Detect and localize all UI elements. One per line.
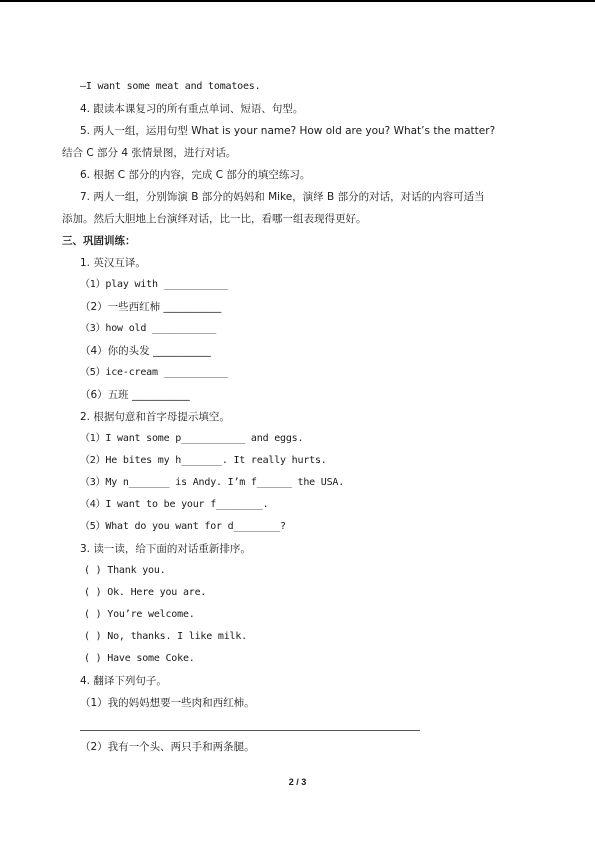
ex2-item-4: （4）I want to be your f________. (80, 499, 269, 510)
ex2-item-3: （3）My n_______ is Andy. I’m f______ the USA. (80, 477, 345, 488)
ex2-item-2: （2）He bites my h_______. It really hurts. (80, 455, 327, 466)
ex3-item-5: ( ) Have some Coke. (84, 653, 195, 664)
ex1-item-2: （2）一些西红柿 ___________ (80, 301, 222, 313)
step-5-cont: 结合 C 部分 4 张情景图，进行对话。 (62, 147, 237, 159)
exercise-3-title: 3. 读一读，给下面的对话重新排序。 (80, 543, 251, 555)
ex4-item-1: （1）我的妈妈想要一些肉和西红柿。 (80, 697, 255, 709)
ex1-item-3: （3）how old ___________ (80, 323, 217, 334)
answer-line (80, 730, 420, 731)
step-7: 7. 两人一组，分别饰演 B 部分的妈妈和 Mike，演绎 B 部分的对话，对话的内容可适当 (80, 191, 485, 203)
ex3-item-4: ( ) No, thanks. I like milk. (84, 631, 247, 642)
exercise-4-title: 4. 翻译下列句子。 (80, 675, 167, 687)
exercise-1-title: 1. 英汉互译。 (80, 257, 146, 269)
ex3-item-2: ( ) Ok. Here you are. (84, 587, 207, 598)
exercise-2-title: 2. 根据句意和首字母提示填空。 (80, 411, 230, 423)
ex1-item-6: （6）五班 ___________ (80, 389, 190, 401)
page-number: 2 / 3 (288, 777, 307, 787)
step-7-cont: 添加。然后大胆地上台演绎对话，比一比，看哪一组表现得更好。 (62, 213, 367, 225)
ex1-item-4: （4）你的头发 ___________ (80, 345, 211, 357)
ex2-item-1: （1）I want some p___________ and eggs. (80, 433, 304, 444)
ex4-item-2: （2）我有一个头、两只手和两条腿。 (80, 741, 255, 753)
ex1-item-5: （5）ice-cream ___________ (80, 367, 228, 378)
step-4: 4. 跟读本课复习的所有重点单词、短语、句型。 (80, 103, 304, 115)
ex2-item-5: （5）What do you want for d________? (80, 521, 286, 532)
step-6: 6. 根据 C 部分的内容，完成 C 部分的填空练习。 (80, 169, 311, 181)
ex3-item-1: ( ) Thank you. (84, 565, 166, 576)
section-heading: 三、巩固训练： (62, 235, 136, 247)
ex1-item-1: （1）play with ___________ (80, 279, 228, 290)
ex3-item-3: ( ) You’re welcome. (84, 609, 195, 620)
dialog-answer-line: —I want some meat and tomatoes. (80, 81, 261, 92)
step-5: 5. 两人一组，运用句型 What is your name? How old are you? What’s the matter? (80, 125, 496, 137)
